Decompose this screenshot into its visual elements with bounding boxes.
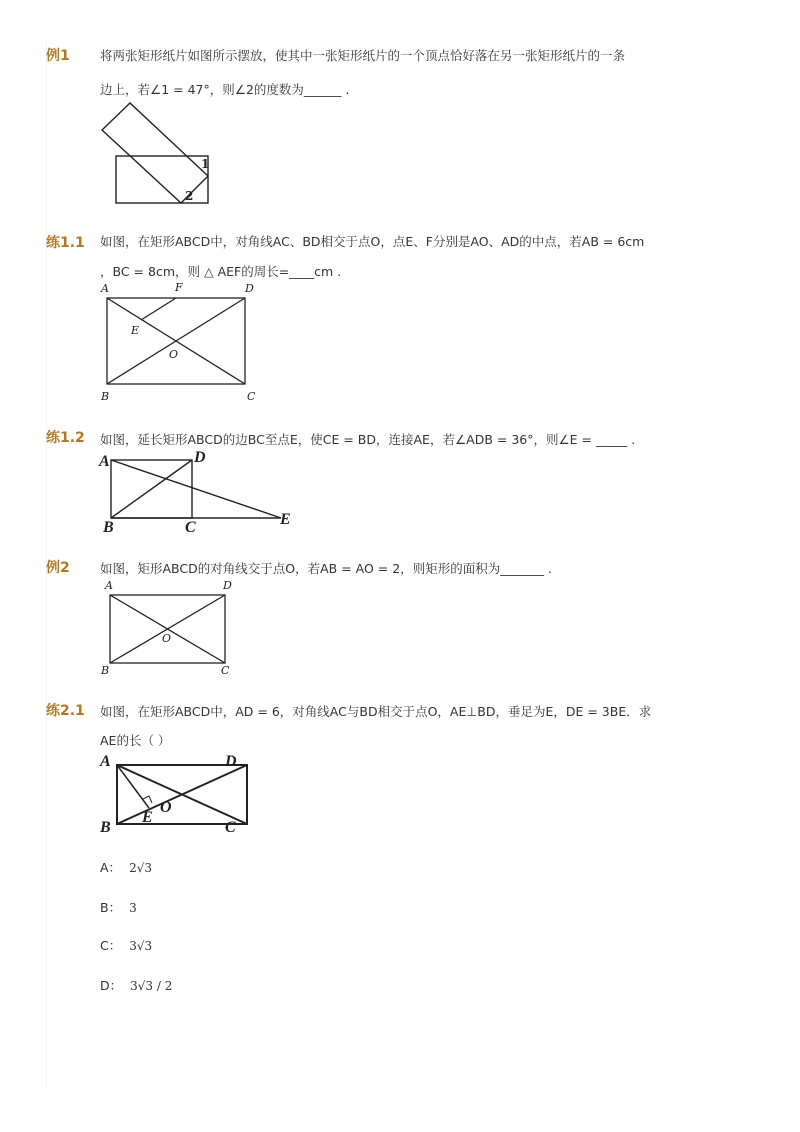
practice-2-1-figure <box>95 748 255 840</box>
point-o-label: O <box>160 799 172 816</box>
point-b-label: B <box>101 664 110 677</box>
point-o-label: O <box>169 348 179 361</box>
point-e-label: E <box>280 511 291 528</box>
choice-b-letter: B： <box>100 900 122 915</box>
choice-b-value: 3 <box>129 901 137 915</box>
angle-1-label: 1 <box>201 157 210 171</box>
point-b-label: B <box>100 819 111 836</box>
point-c-label: C <box>225 819 236 836</box>
angle-2-label: 2 <box>185 189 194 203</box>
example-2-label: 例2 <box>46 560 70 576</box>
choice-a[interactable] <box>100 858 152 876</box>
choice-d-letter: D： <box>100 978 123 993</box>
example-1-figure <box>95 100 225 208</box>
example-1-label: 例1 <box>46 48 70 64</box>
practice-1-1-label: 练1.1 <box>46 235 85 251</box>
practice-1-1-text-line-1: 如图，在矩形ABCD中，对角线AC、BD相交于点O，点E、F分别是AO、AD的中点，若AB = 6cm <box>100 234 645 249</box>
point-c-label: C <box>247 390 256 403</box>
practice-1-1-figure <box>95 280 270 405</box>
practice-1-2-text-line-1: 如图，延长矩形ABCD的边BC至点E，使CE = BD，连接AE，若∠ADB = 36°，则∠E = _____ . <box>100 432 636 447</box>
example-2-figure <box>95 578 245 678</box>
point-d-label: D <box>225 753 237 770</box>
point-e-label: E <box>142 809 153 826</box>
point-d-label: D <box>194 449 206 466</box>
practice-2-1-label: 练2.1 <box>46 703 85 719</box>
point-d-label: D <box>223 579 232 592</box>
choice-d-value: 3√3 / 2 <box>130 979 173 993</box>
point-e-label: E <box>131 324 140 337</box>
point-d-label: D <box>245 282 254 295</box>
point-c-label: C <box>221 664 230 677</box>
choice-d[interactable] <box>100 976 172 994</box>
point-a-label: A <box>99 453 110 470</box>
example-1-text-line-2: 边上，若∠1 = 47°，则∠2的度数为______ . <box>100 82 350 97</box>
practice-1-2-label: 练1.2 <box>46 430 85 446</box>
point-b-label: B <box>103 519 114 536</box>
practice-2-1-text-line-2: AE的长（ ） <box>100 733 171 748</box>
practice-1-1-text-line-2: ，BC = 8cm，则 △ AEF的周长=____cm . <box>100 264 342 279</box>
point-b-label: B <box>101 390 110 403</box>
choice-c-value: 3√3 <box>129 939 153 953</box>
choice-c[interactable] <box>100 936 152 954</box>
point-a-label: A <box>101 282 109 295</box>
choice-b[interactable] <box>100 898 137 916</box>
point-o-label: O <box>162 632 172 645</box>
point-a-label: A <box>105 579 113 592</box>
example-1-text-line-1: 将两张矩形纸片如图所示摆放，使其中一张矩形纸片的一个顶点恰好落在另一张矩形纸片的一条 <box>100 48 626 63</box>
practice-2-1-text-line-1: 如图，在矩形ABCD中，AD = 6，对角线AC与BD相交于点O，AE⊥BD，垂足为E，DE = 3BE．求 <box>100 704 652 719</box>
example-2-text-line-1: 如图，矩形ABCD的对角线交于点O，若AB = AO = 2，则矩形的面积为_______ . <box>100 561 552 576</box>
point-f-label: F <box>175 281 183 294</box>
point-c-label: C <box>185 519 196 536</box>
choice-a-letter: A： <box>100 860 122 875</box>
choice-a-value: 2√3 <box>129 861 152 875</box>
choice-c-letter: C： <box>100 938 122 953</box>
practice-1-2-figure <box>95 448 305 536</box>
point-a-label: A <box>100 753 111 770</box>
